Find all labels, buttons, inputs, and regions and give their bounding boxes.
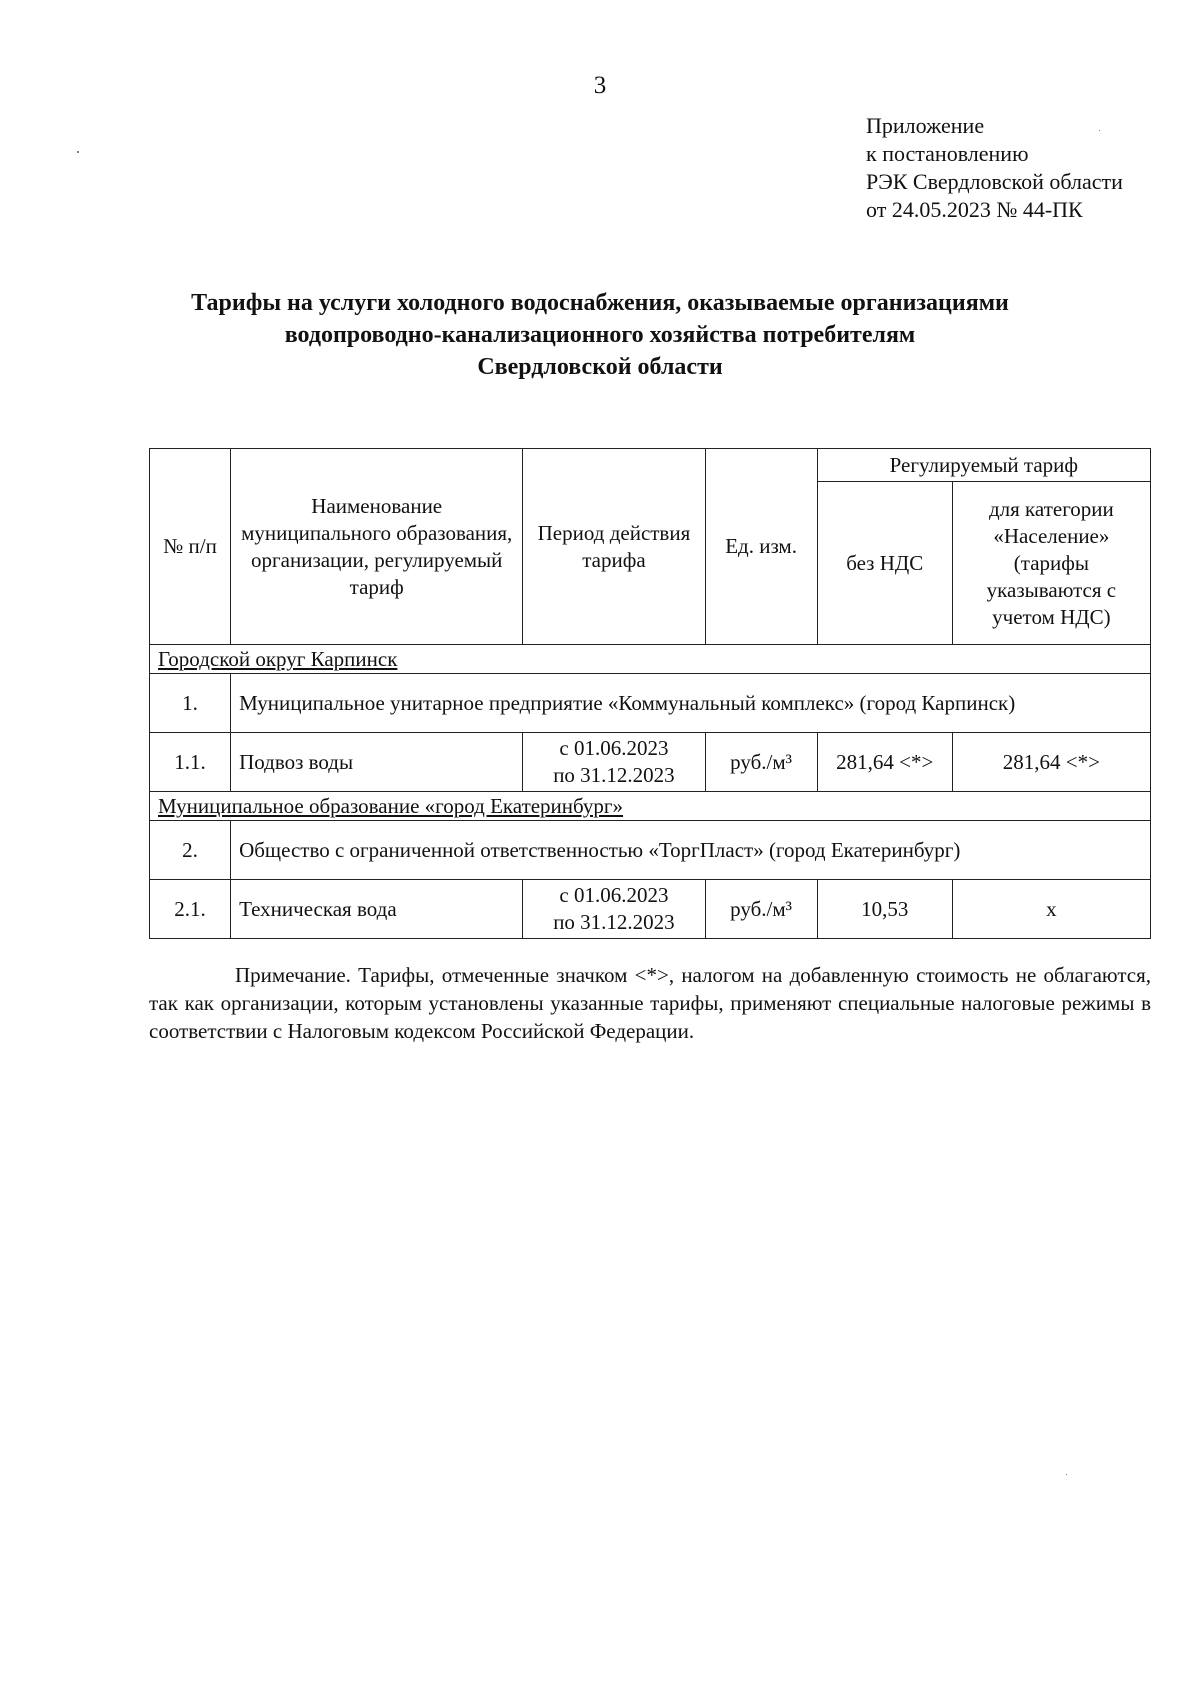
period-from: с 01.06.2023 [559, 736, 669, 760]
appendix-line: РЭК Свердловской области [866, 169, 1123, 194]
title-line: Тарифы на услуги холодного водоснабжения, оказываемые организациями [191, 290, 1009, 316]
header-without-vat: без НДС [817, 482, 952, 645]
table-header-row [150, 449, 1151, 482]
item-name: Техническая вода [231, 880, 523, 939]
table-row [150, 880, 1151, 939]
header-population: для категории «Население» (тарифы указываются с учетом НДС) [952, 482, 1150, 645]
period-to: по 31.12.2023 [553, 763, 675, 787]
organization-row [150, 674, 1151, 733]
item-num: 2.1. [150, 880, 231, 939]
header-name: Наименование муниципального образования, организации, регулируемый тариф [231, 449, 523, 645]
item-population: 281,64 <*> [952, 733, 1150, 792]
item-name: Подвоз воды [231, 733, 523, 792]
item-population: х [952, 880, 1150, 939]
organization-row [150, 821, 1151, 880]
section-row [150, 645, 1151, 674]
org-name: Муниципальное унитарное предприятие «Коммунальный комплекс» (город Карпинск) [231, 674, 1151, 733]
header-num: № п/п [150, 449, 231, 645]
scan-speck [1066, 1474, 1067, 1475]
scan-speck [1099, 130, 1100, 131]
page-number: 3 [593, 72, 607, 99]
item-period [523, 733, 705, 792]
item-without-vat: 281,64 <*> [817, 733, 952, 792]
table-row [150, 733, 1151, 792]
item-unit: руб./м³ [705, 880, 817, 939]
period-to: по 31.12.2023 [553, 910, 675, 934]
org-name: Общество с ограниченной ответственностью «ТоргПласт» (город Екатеринбург) [231, 821, 1151, 880]
org-num: 1. [150, 674, 231, 733]
header-regulated-tariff: Регулируемый тариф [817, 449, 1150, 482]
title-line: водопроводно-канализационного хозяйства потребителям [284, 322, 916, 348]
header-unit: Ед. изм. [705, 449, 817, 645]
section-title: Городской округ Карпинск [150, 645, 1151, 674]
tariffs-table [149, 448, 1151, 939]
appendix-block [866, 112, 1123, 224]
document-title [120, 287, 1080, 383]
section-title: Муниципальное образование «город Екатеринбург» [150, 792, 1151, 821]
appendix-line: Приложение [866, 113, 985, 138]
item-without-vat: 10,53 [817, 880, 952, 939]
item-period [523, 880, 705, 939]
note-paragraph: Примечание. Тарифы, отмеченные значком <*>, налогом на добавленную стоимость не облагаются, так как организации, которым установлены указанные тарифы, применяют специальные налоговые режимы в соответствии с Налоговым кодексом Российской Федерации. [149, 963, 1151, 1043]
appendix-line: к постановлению [866, 141, 1029, 166]
item-unit: руб./м³ [705, 733, 817, 792]
item-num: 1.1. [150, 733, 231, 792]
title-line: Свердловской области [477, 354, 723, 380]
section-row [150, 792, 1151, 821]
header-period: Период действия тарифа [523, 449, 705, 645]
appendix-line: от 24.05.2023 № 44-ПК [866, 197, 1083, 222]
org-num: 2. [150, 821, 231, 880]
scan-speck [77, 151, 79, 153]
period-from: с 01.06.2023 [559, 883, 669, 907]
